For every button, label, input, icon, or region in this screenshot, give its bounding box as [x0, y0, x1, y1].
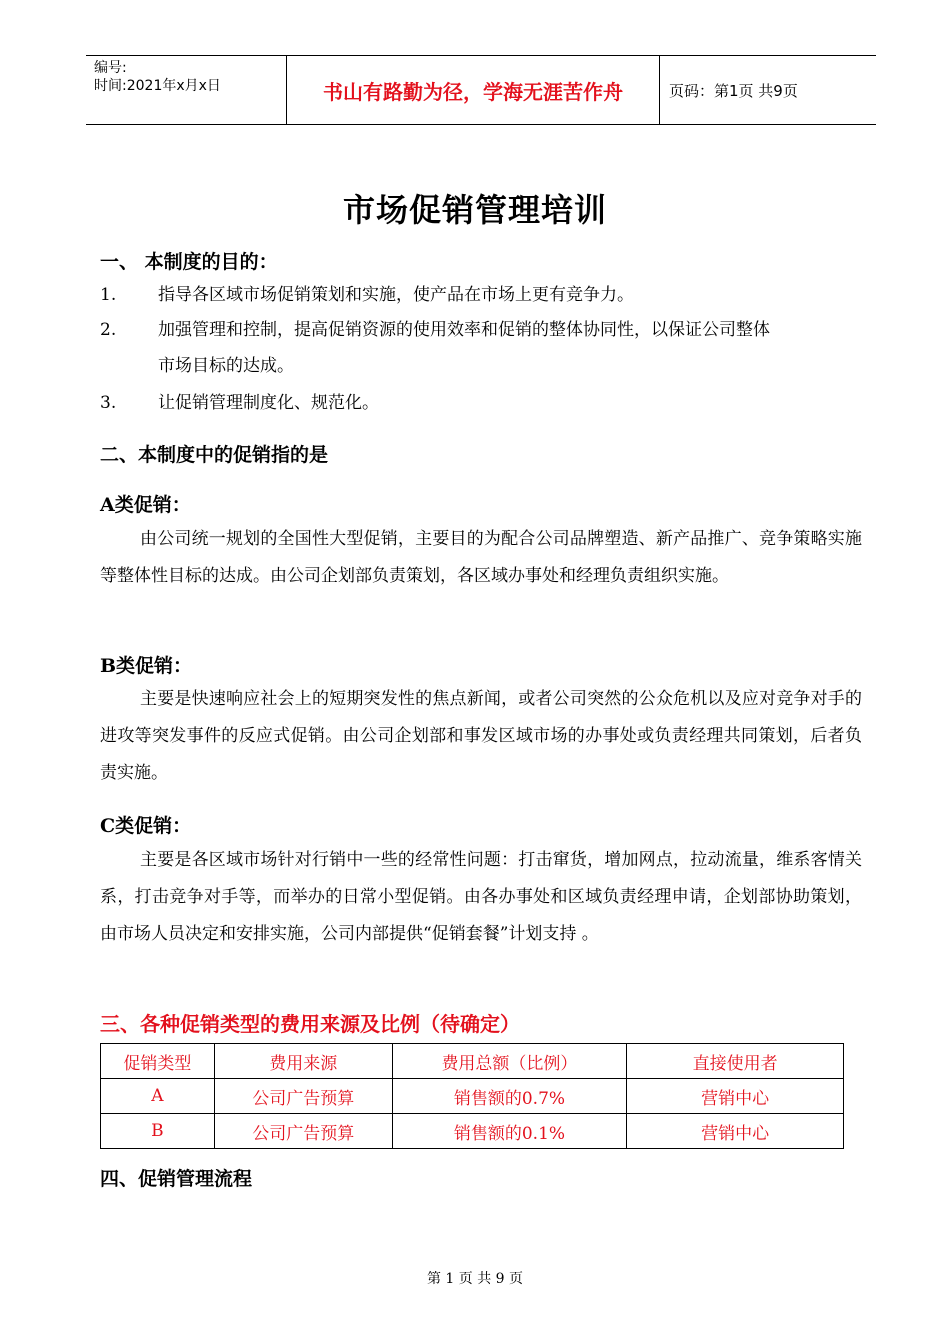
table-cell: 营销中心 [627, 1079, 844, 1114]
column-header: 促销类型 [101, 1044, 215, 1079]
c-promo-title: C类促销： [100, 815, 192, 837]
list-item-number: 3. [100, 393, 117, 413]
section-4-heading: 四、促销管理流程 [100, 1168, 253, 1190]
page-header [86, 55, 876, 125]
table-cell: 公司广告预算 [214, 1114, 392, 1149]
a-promo-title: A类促销： [100, 494, 191, 516]
table-cell: 营销中心 [627, 1114, 844, 1149]
column-header: 费用来源 [214, 1044, 392, 1079]
table-cell: B [101, 1114, 215, 1149]
list-item-text: 指导各区域市场促销策划和实施，使产品在市场上更有竞争力。 [158, 285, 634, 305]
list-item-text: 加强管理和控制，提高促销资源的使用效率和促销的整体协同性，以保证公司整体 [158, 320, 770, 340]
table-cell: 公司广告预算 [214, 1079, 392, 1114]
table-row [101, 1114, 844, 1149]
header-page-info: 页码：第1页 共9页 [669, 82, 798, 100]
table-row [101, 1079, 844, 1114]
header-divider [659, 56, 660, 124]
document-title: 市场促销管理培训 [342, 191, 607, 229]
list-item-text: 市场目标的达成。 [158, 356, 294, 376]
header-motto: 书山有路勤为径，学海无涯苦作舟 [323, 79, 623, 104]
table-cell: A [101, 1079, 215, 1114]
b-promo-title: B类促销： [100, 655, 193, 677]
section-2-heading: 二、本制度中的促销指的是 [100, 444, 329, 466]
section-3-heading: 三、各种促销类型的费用来源及比例（待确定） [100, 1012, 520, 1036]
table-cell: 销售额的0.7% [392, 1079, 627, 1114]
time-label: 时间:2021年x月x日 [94, 78, 221, 94]
a-promo-text: 由公司统一规划的全国性大型促销，主要目的为配合公司品牌塑造、新产品推广、竞争策略实施等整体性目标的达成。由公司企划部负责策划，各区域办事处和经理负责组织实施。 [100, 529, 862, 586]
table-cell: 销售额的0.1% [392, 1114, 627, 1149]
list-item-text: 让促销管理制度化、规范化。 [158, 393, 379, 413]
column-header: 直接使用者 [627, 1044, 844, 1079]
table-header-row [101, 1044, 844, 1079]
list-item-number: 1. [100, 285, 117, 305]
section-1-heading: 一、 本制度的目的： [100, 251, 278, 273]
code-label: 编号: [94, 60, 127, 76]
header-meta [94, 59, 221, 95]
page-footer: 第 1 页 共 9 页 [426, 1271, 524, 1287]
fee-table [100, 1043, 844, 1149]
b-promo-text: 主要是快速响应社会上的短期突发性的焦点新闻，或者公司突然的公众危机以及应对竞争对手的进攻等突发事件的反应式促销。由公司企划部和事发区域市场的办事处或负责经理共同策划，后者负责实施。 [100, 689, 862, 783]
column-header: 费用总额（比例） [392, 1044, 627, 1079]
c-promo-text: 主要是各区域市场针对行销中一些的经常性问题：打击窜货，增加网点，拉动流量，维系客情关系，打击竞争对手等，而举办的日常小型促销。由各办事处和区域负责经理申请，企划部协助策划，由市场人员决定和安排实施，公司内部提供“促销套餐”计划支持 。 [100, 850, 862, 944]
list-item-number: 2. [100, 320, 117, 340]
